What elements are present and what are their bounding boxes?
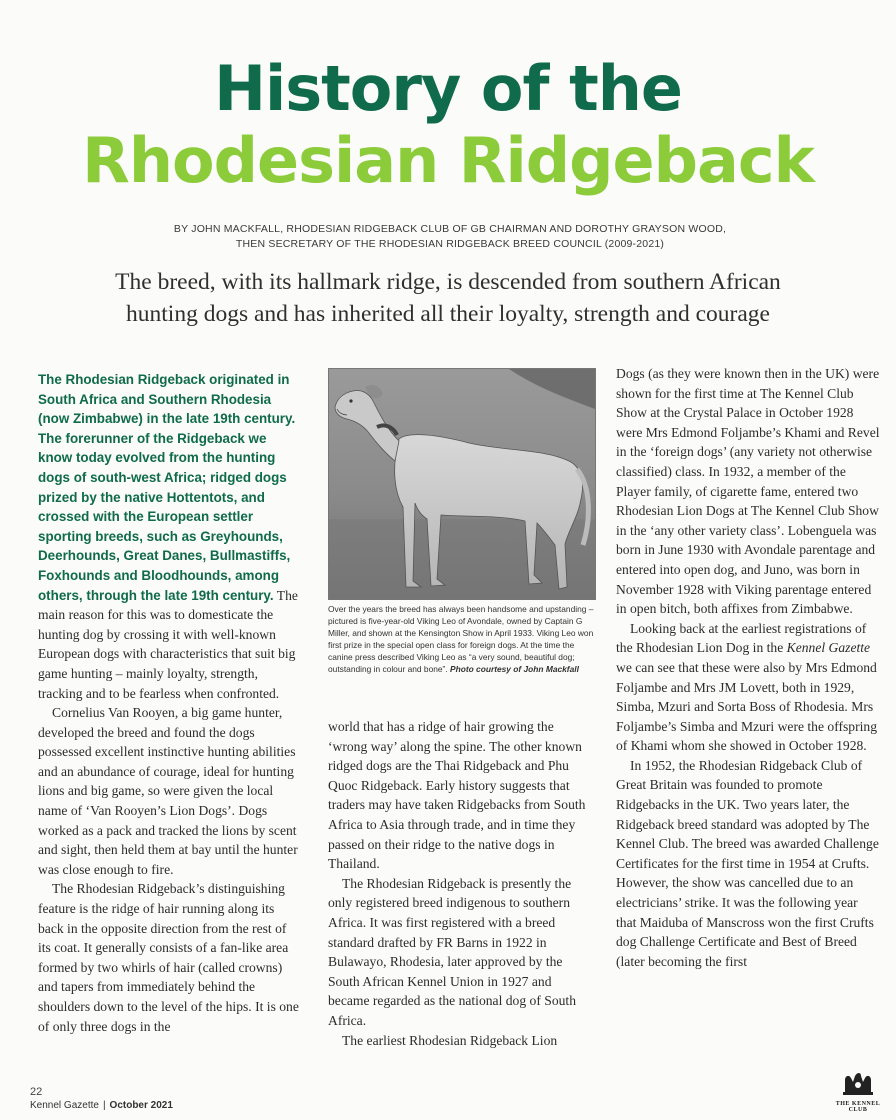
paragraph-ridge-dogs: world that has a ridge of hair growing the ‘wrong way’ along the spine. The other known ridged dogs are the Thai Ridgeback and Phu Quoc Ridgeback. Early history suggests that traders may have taken Ridgebacks from South Africa to Asia through trade, and in time they passed on their ridge to the native dogs in Thailand.: [328, 719, 586, 872]
kennel-gazette-title: Kennel Gazette: [786, 640, 871, 656]
lead-text: The Rhodesian Ridgeback originated in South Africa and Southern Rhodesia (now Zimbabwe) in the late 19th century. The forerunner of the Ridgeback we know today evolved from the hunting dogs of south-west Africa; ridged dogs prized by the native Hottentots, and crossed with the European settler sporting breeds, such as Greyhounds, Deerhounds, Great Danes, Bullmastiffs, Foxhounds and Bloodhounds, among others, through the late 19th century.: [38, 372, 296, 603]
page-number: 22: [30, 1086, 43, 1098]
publication-name: Kennel Gazette: [30, 1100, 99, 1111]
intro-continuation: The main reason for this was to domesticate the hunting dog by crossing it with well-known European dogs with characteristics that suit big game hunting – mainly loyalty, strength, tracking and to be fearless when confronted.: [38, 587, 298, 701]
title-line-1: History of the: [214, 52, 682, 125]
byline: [120, 222, 780, 252]
paragraph-van-rooyen: Cornelius Van Rooyen, a big game hunter, developed the breed and found the dogs possessed excellent instinctive hunting abilities and an abundance of courage, ideal for hunting lions and big game, so were given the local name of ‘Van Rooyen’s Lion Dogs’. Dogs worked as a pack and tracked the lions by scent and sight, then held them at bay until the hunter was close enough to fire.: [38, 705, 298, 877]
paragraph-registration: The Rhodesian Ridgeback is presently the only registered breed indigenous to southern Africa. It was first registered with a breed standard drafted by FR Barns in 1922 in Bulawayo, Rhodesia, later approved by the South African Kennel Union in 1927 and became regarded as the national dog of South Africa.: [328, 875, 576, 1028]
paragraph-first-shown: Dogs (as they were known then in the UK) were shown for the first time at The Kennel Club Show at the Crystal Palace in October 1928 were Mrs Edmond Foljambe’s Khami and Revel in the ‘foreign dogs’ (any variety not otherwise classified) class. In 1932, a member of the Player family, of cigarette fame, entered two Rhodesian Lion Dogs at The Kennel Club Show in the ‘any other variety class’. Lobenguela was born in June 1930 with Avondale parentage and entered into open dog, and Juno, was born in November 1928 with Viking parentage entered in open bitch, both affixes from Zimbabwe.: [616, 366, 880, 617]
caption-text: Over the years the breed has always been handsome and upstanding – pictured is five-year-old Viking Leo of Avondale, owned by Captain G Miller, and shown at the Kensington Show in April 1933. Viking Leo won first prize in the special open class for foreign dogs. At the time the canine press described Viking Leo as “a very sound, beautiful dog; outstanding in colour and bone”.: [328, 604, 594, 674]
kennel-club-logo: [828, 1070, 888, 1113]
photo-credit: Photo courtesy of John Mackfall: [450, 664, 579, 674]
kennel-club-logo-text: THE KENNEL CLUB: [835, 1101, 881, 1113]
standfirst: [60, 266, 836, 330]
intro-paragraph: [38, 370, 300, 703]
registrations-text-end: we can see that these were also by Mrs Edmond Foljambe and Mrs JM Lovett, both in 1929, Simba, Mzuri and Sorta Boss of Rhodesia. Mrs Foljambe’s Simba and Mzuri were the offspring of Khami whom she showed in October 1928.: [616, 659, 878, 754]
kennel-club-crest-icon: [841, 1070, 875, 1096]
registrations-text-start: Looking back at the earliest registrations of the Rhodesian Lion Dog in the: [616, 620, 867, 656]
standfirst-line-1: The breed, with its hallmark ridge, is descended from southern African: [115, 269, 781, 295]
article-column-2: [328, 717, 590, 1050]
dog-photo: [328, 368, 596, 600]
footer-separator: |: [102, 1100, 106, 1111]
paragraph-1952: In 1952, the Rhodesian Ridgeback Club of Great Britain was founded to promote Ridgebacks in the UK. Two years later, the Ridgeback breed standard was adopted by The Kennel Club. The breed was awarded Challenge Certificates for the first time in 1954 at Crufts. However, the show was cancelled due to an electricians’ strike. It was the following year that Maiduba of Manscross won the first Crufts dog Challenge Certificate and Best of Breed (later becoming the first: [616, 757, 879, 969]
issue-date: October 2021: [109, 1100, 173, 1111]
title-line-2: Rhodesian Ridgeback: [82, 124, 814, 197]
paragraph-earliest: The earliest Rhodesian Ridgeback Lion: [342, 1032, 558, 1048]
paragraph-ridge-feature: The Rhodesian Ridgeback’s distinguishing feature is the ridge of hair running along its back in the opposite direction from the rest of its coat. It generally consists of a fan-like area formed by two whirls of hair (called crowns) and tapers from immediately behind the shoulders down to the level of the hips. It is one of only three dogs in the: [38, 881, 299, 1034]
byline-line-1: BY JOHN MACKFALL, RHODESIAN RIDGEBACK CLUB OF GB CHAIRMAN AND DOROTHY GRAYSON WOOD,: [173, 223, 727, 235]
article-column-3: [616, 364, 880, 971]
publication-footer: [30, 1100, 173, 1111]
byline-line-2: THEN SECRETARY OF THE RHODESIAN RIDGEBACK BREED COUNCIL (2009-2021): [235, 238, 665, 250]
dog-photo-illustration: [329, 369, 595, 599]
standfirst-line-2: hunting dogs and has inherited all their loyalty, strength and courage: [126, 301, 770, 327]
photo-caption: [328, 603, 594, 675]
article-column-1: [38, 370, 300, 1036]
paragraph-registrations: [616, 619, 880, 756]
